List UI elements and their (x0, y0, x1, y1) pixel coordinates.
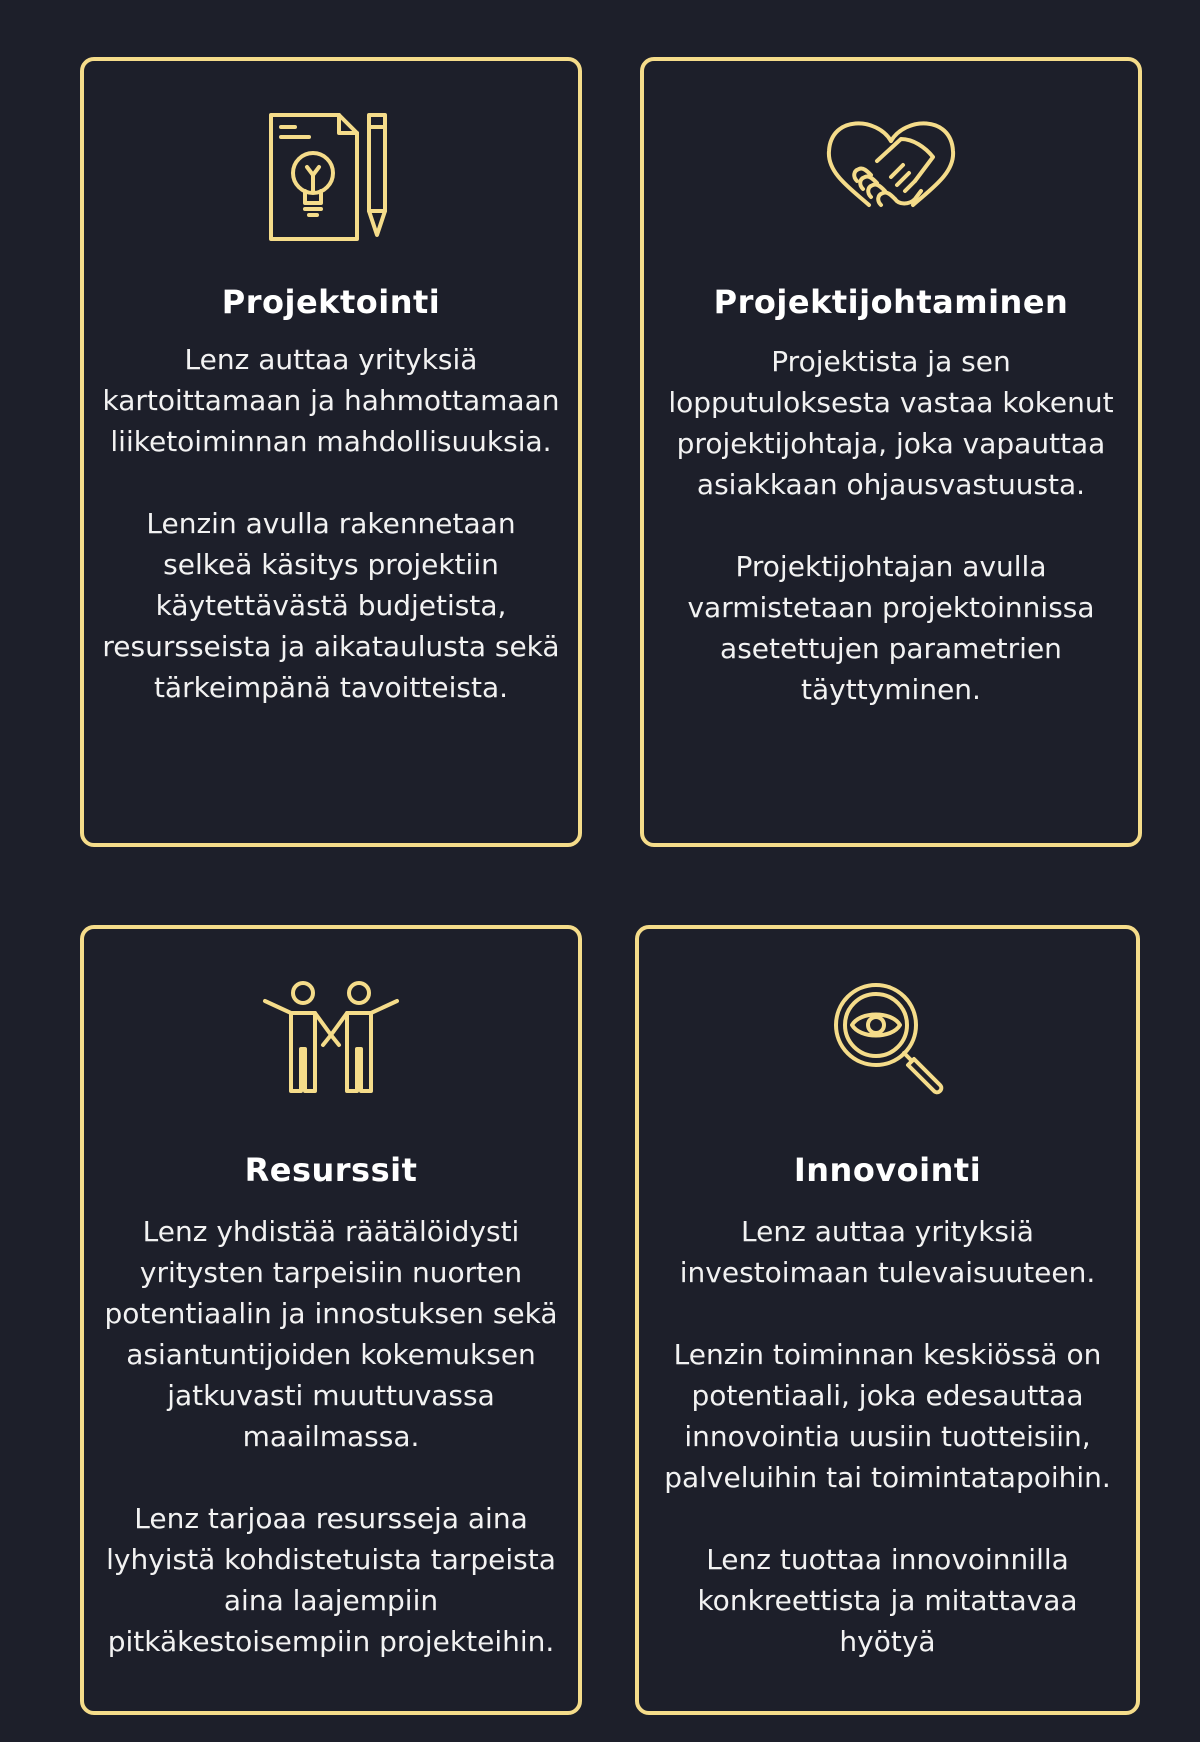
card-resurssit (80, 925, 582, 1715)
card-paragraph: Lenz tarjoaa resursseja aina lyhyistä kohdistetuista tarpeista aina laajempiin pitkäkestoisempiin projekteihin. (106, 1502, 556, 1658)
card-paragraph: Lenz auttaa yrityksiä kartoittamaan ja hahmottamaan liiketoiminnan mahdollisuuksia. (102, 343, 560, 458)
handshake-heart-icon (821, 111, 961, 221)
card-projektointi (80, 57, 582, 847)
card-paragraph: Projektijohtajan avulla varmistetaan projektoinnissa asetettujen parametrien täyttyminen. (687, 550, 1095, 706)
card-body (98, 1211, 564, 1662)
card-paragraph: Lenz auttaa yrityksiä investoimaan tulevaisuuteen. (679, 1215, 1096, 1289)
card-title: Projektijohtaminen (713, 283, 1069, 321)
card-body (98, 339, 564, 708)
card-paragraph: Lenz tuottaa innovoinnilla konkreettista ja mitattavaa hyötyä (697, 1543, 1078, 1658)
card-paragraph: Lenzin toiminnan keskiössä on potentiaali, joka edesauttaa innovointia uusiin tuotteisiin, palveluihin tai toimintatapoihin. (664, 1338, 1111, 1494)
card-title: Innovointi (793, 1151, 982, 1189)
card-innovointi (635, 925, 1140, 1715)
card-body (653, 1211, 1122, 1662)
document-lightbulb-pencil-icon (261, 107, 401, 247)
card-body (658, 341, 1124, 710)
card-paragraph: Lenzin avulla rakennetaan selkeä käsitys projektiin käytettävästä budjetista, resursseista ja aikataulusta sekä tärkeimpänä tavoitteista. (102, 507, 560, 704)
card-title: Projektointi (221, 283, 441, 321)
card-paragraph: Lenz yhdistää räätälöidysti yritysten tarpeisiin nuorten potentiaalin ja innostuksen sekä asiantuntijoiden kokemuksen jatkuvasti muuttuvassa maailmassa. (104, 1215, 558, 1453)
people-holding-hands-icon (261, 979, 401, 1097)
card-paragraph: Projektista ja sen lopputuloksesta vastaa kokenut projektijohtaja, joka vapauttaa asiakkaan ohjausvastuusta. (668, 345, 1114, 501)
magnifier-eye-icon (828, 979, 948, 1097)
card-title: Resurssit (244, 1151, 418, 1189)
card-projektijohtaminen (640, 57, 1142, 847)
